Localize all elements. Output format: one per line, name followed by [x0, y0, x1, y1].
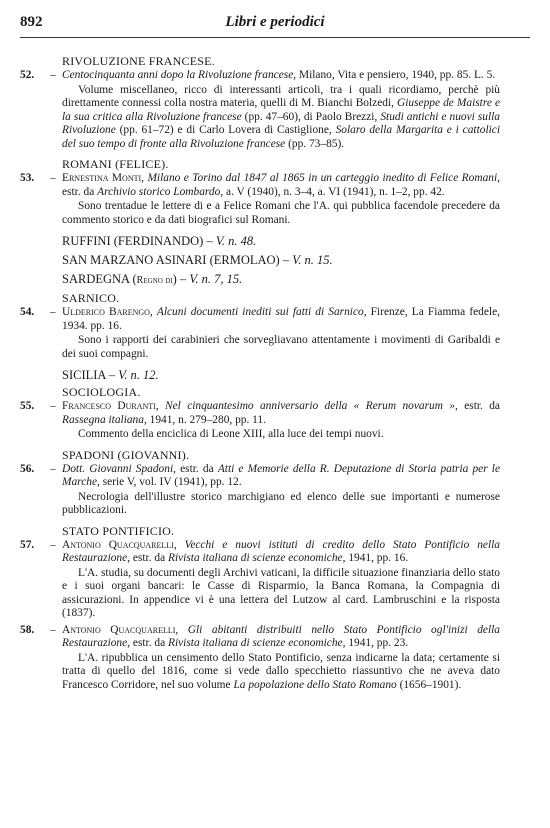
- entry-title: Gli abitanti distribuiti nello Stato Pontificio ogl'inizi della Restaurazione: [62, 623, 500, 649]
- entry-title: Vecchi e nuovi istituti di credito dello Stato Pontificio nella Restaurazione: [62, 538, 501, 564]
- section-heading-romani: ROMANI (FELICE).: [62, 157, 169, 171]
- entry-publication: , 1941, pp. 23.: [342, 637, 409, 649]
- page-number: 892: [20, 14, 43, 30]
- section-heading-rivoluzione: RIVOLUZIONE FRANCESE.: [62, 54, 215, 68]
- entry-number: 52.: [20, 69, 35, 81]
- entry-publication: , a. V (1940), n. 3–4, a. VI (1941), n. 1–2, pp. 42.: [220, 185, 445, 198]
- entry-publication: , 1941, n. 279–280, pp. 11.: [143, 413, 266, 426]
- crossref-target: V. n. 7, 15.: [189, 272, 243, 286]
- crossref-name-qualifier: Regno di: [136, 275, 173, 286]
- summary-text: L'A. ripubblica un censimento dello Stato Pontificio, senza indicarne la data; certamente si tratta di quello del 1816, come si vede dallo specchietto riassuntivo che ne aveva dato Francesco Corridore, nel suo volume: [62, 651, 500, 691]
- entry-57: [20, 539, 500, 621]
- entry-journal: Rivista italiana di scienze economiche: [168, 637, 343, 649]
- entry-dash: –: [50, 462, 56, 475]
- entry-author: Ulderico Barengo: [62, 306, 150, 318]
- entry-summary: [62, 652, 500, 693]
- section-heading-sarnico: SARNICO.: [62, 291, 120, 305]
- entry-citation: Antonio Quacquarelli, Gli abitanti distribuiti nello Stato Pontificio ogl'inizi della Restaurazione, estr. da Rivista italiana di scienze economiche, 1941, pp. 23.: [62, 623, 500, 649]
- entry-summary: Sono i rapporti dei carabinieri che sorvegliavano attentamente i movimenti di Garibaldi e dei suoi compagni.: [62, 334, 500, 360]
- entry-citation: Antonio Quacquarelli, Vecchi e nuovi istituti di credito dello Stato Pontificio nella Restaurazione, estr. da Rivista italiana di scienze economiche, 1941, pp. 16.: [62, 538, 501, 564]
- crossref-name: SICILIA –: [62, 368, 116, 382]
- section-heading-sociologia: SOCIOLOGIA.: [62, 385, 141, 399]
- entry-publication: , estr. da: [127, 637, 168, 649]
- crossref-name: SAN MARZANO ASINARI (ERMOLAO) –: [62, 253, 290, 267]
- entry-journal: Archivio storico Lombardo: [97, 185, 221, 198]
- entry-58: [20, 624, 500, 693]
- entry-summary: Necrologia dell'illustre storico marchigiano ed elenco delle sue importanti e numerose pubblicazioni.: [62, 490, 500, 516]
- entry-title: Nel cinquantesimo anniversario della « Rerum novarum »: [165, 400, 455, 412]
- entry-title: , Milano e Torino dal 1847 al 1865 in un carteggio inedito di Felice Romani: [141, 172, 498, 184]
- entry-55: [20, 400, 500, 442]
- entry-title: Centocinquanta anni dopo la Rivoluzione francese: [62, 69, 294, 81]
- entry-publication: , Milano, Vita e pensiero, 1940, pp. 85. L. 5.: [293, 69, 496, 81]
- summary-cited-title: Giuseppe de Maistre e la sua critica alla Rivoluzione francese: [62, 97, 500, 123]
- entry-number: 54.: [20, 306, 35, 318]
- header-rule: [20, 37, 530, 38]
- entry-journal: Atti e Memorie della R. Deputazione di Storia patria per le Marche: [62, 462, 500, 488]
- entry-52: [20, 69, 500, 151]
- crossref-ruffini: [62, 233, 500, 249]
- crossref-target: V. n. 15.: [292, 253, 333, 267]
- entry-number: 58.: [20, 623, 35, 636]
- crossref-sicilia: [62, 367, 500, 383]
- entry-author: Dott. Giovanni Spadoni: [62, 462, 174, 475]
- entry-publication: , serie V, vol. IV (1941), pp. 12.: [97, 476, 242, 488]
- entry-publication: , estr. da: [127, 552, 168, 564]
- entry-number: 55.: [20, 400, 35, 412]
- entry-citation: [62, 69, 500, 83]
- entry-number: 53.: [20, 172, 35, 184]
- entry-number: 56.: [20, 462, 35, 475]
- entry-dash: –: [50, 400, 56, 412]
- summary-cited-title: Solaro della Margarita e i cattolici del suo tempo di fronte alla Rivoluzione francese: [62, 124, 500, 150]
- page-header: [20, 14, 530, 34]
- entry-author: Francesco Duranti: [62, 400, 156, 412]
- entry-summary: [62, 84, 500, 152]
- summary-text: (pp. 73–85).: [285, 137, 345, 150]
- entry-dash: –: [50, 623, 56, 636]
- entry-citation: [62, 463, 500, 490]
- section-heading-stato-pontificio: STATO PONTIFICIO.: [62, 523, 175, 538]
- entry-summary: Sono trentadue le lettere di e a Felice Romani che l'A. qui pubblica facendole precedere da commento storico e da dati biografici sul Romani.: [62, 200, 500, 226]
- entry-53: [20, 172, 500, 227]
- summary-cited-title: Studi antichi e nuovi sulla Rivoluzione: [62, 110, 500, 136]
- entry-dash: –: [50, 172, 56, 184]
- entry-publication: , estr. da: [62, 172, 500, 198]
- entry-publication: , estr. da: [173, 462, 218, 475]
- entry-citation: [62, 172, 500, 199]
- crossref-san-marzano: [62, 252, 500, 268]
- entry-publication: , Firenze, La Fiamma fedele, 1934. pp. 16.: [62, 306, 500, 332]
- entry-publication: , 1941, pp. 16.: [342, 552, 409, 564]
- entry-publication: , estr. da: [455, 400, 500, 412]
- entry-author: Antonio Quacquarelli: [62, 538, 174, 551]
- entry-dash: –: [50, 538, 56, 551]
- running-title: Libri e periodici: [225, 14, 325, 30]
- entry-journal: Rivista italiana di scienze economiche: [168, 552, 343, 564]
- section-heading-spadoni: SPADONI (GIOVANNI).: [62, 447, 190, 462]
- entry-dash: –: [50, 306, 56, 318]
- entry-author: Antonio Quacquarelli: [62, 623, 176, 636]
- crossref-name: SARDEGNA (: [62, 272, 137, 286]
- crossref-name: RUFFINI (FERDINANDO) –: [62, 234, 213, 248]
- entry-journal: Rassegna italiana: [62, 413, 144, 426]
- entry-54: [20, 306, 500, 361]
- summary-cited-title: La popolazione dello Stato Romano: [233, 678, 397, 691]
- page-content: [20, 53, 500, 692]
- summary-text: (pp. 61–72) e di Carlo Lovera di Castiglione,: [115, 124, 336, 136]
- entry-summary: L'A. studia, su documenti degli Archivi vaticani, la difficile situazione finanziaria dello stato e i suoi organi bancari: le Casse di Risparmio, la Banca Romana, la Compagnia di assicurazioni. In appendice vi è una lettera del Lutzow al card. Lambruschini e la risposta (1837).: [62, 566, 500, 619]
- entry-citation: Francesco Duranti, Nel cinquantesimo anniversario della « Rerum novarum », estr. da Rassegna italiana, 1941, n. 279–280, pp. 11.: [62, 400, 500, 426]
- entry-title: Alcuni documenti inediti sui fatti di Sarnico: [156, 306, 364, 318]
- crossref-target: V. n. 12.: [118, 368, 159, 382]
- summary-text: (1656–1901).: [396, 678, 462, 691]
- entry-citation: Ulderico Barengo, Alcuni documenti inediti sui fatti di Sarnico, Firenze, La Fiamma fedele, 1934. pp. 16.: [62, 306, 500, 332]
- crossref-sardegna: [62, 271, 500, 289]
- entry-56: [20, 463, 500, 518]
- crossref-target: V. n. 48.: [215, 234, 257, 248]
- summary-text: (pp. 47–60), di Paolo Brezzi,: [241, 110, 381, 123]
- entry-summary: Commento della enciclica di Leone XIII, alla luce dei tempi nuovi.: [78, 428, 384, 440]
- entry-dash: –: [50, 69, 56, 81]
- summary-text: Volume miscellaneo, ricco di interessanti articoli, tra i quali ricordiamo, perchè più direttamente connessi colla nostra materia, quelli di M. Bianchi Bolzedi,: [62, 83, 500, 109]
- entry-number: 57.: [20, 538, 35, 551]
- crossref-name-close: ) –: [172, 272, 187, 286]
- entry-author: Ernestina Monti: [62, 172, 142, 184]
